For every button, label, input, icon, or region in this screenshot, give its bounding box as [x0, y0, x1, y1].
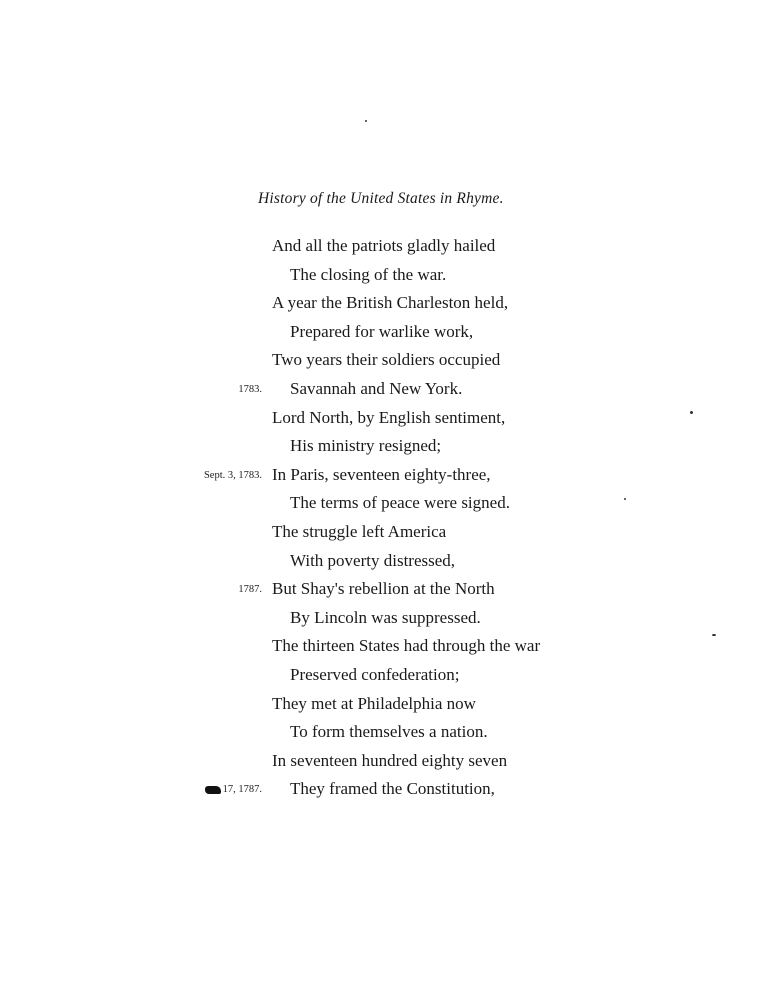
- ink-blot-icon: [205, 786, 221, 794]
- verse-line: [0, 232, 760, 261]
- verse-line: [0, 547, 760, 576]
- verse-line-text: The struggle left America: [272, 521, 447, 541]
- verse-line-text: Lord North, by English sentiment,: [272, 407, 506, 427]
- verse-line-text: In seventeen hundred eighty seven: [272, 750, 508, 770]
- verse-line-text: Savannah and New York.: [290, 378, 463, 398]
- verse-line-text: A year the British Charleston held,: [272, 293, 509, 313]
- verse-line: [0, 604, 760, 633]
- paper-speck: [712, 634, 716, 636]
- verse-line: [0, 289, 760, 318]
- verse-line: [0, 661, 760, 690]
- margin-date-note: 1783.: [238, 383, 262, 395]
- verse-line: [0, 346, 760, 375]
- verse-line: [0, 690, 760, 719]
- verse-line: [0, 261, 760, 290]
- verse-line-text: Two years their soldiers occupied: [272, 350, 501, 370]
- verse-line: [0, 575, 760, 604]
- verse-line: [0, 518, 760, 547]
- verse-line-text: But Shay's rebellion at the North: [272, 579, 495, 599]
- verse-line: [0, 318, 760, 347]
- verse-line-text: They framed the Constitution,: [290, 779, 495, 799]
- margin-date-note: Sept. 3, 1783.: [203, 469, 262, 481]
- paper-speck: [624, 498, 626, 500]
- verse-line: [0, 432, 760, 461]
- verse-line: [0, 775, 760, 804]
- verse-line-text: Prepared for warlike work,: [290, 321, 474, 341]
- verse-line-text: They met at Philadelphia now: [272, 693, 476, 713]
- verse-line-text: In Paris, seventeen eighty-three,: [272, 464, 491, 484]
- verse-line-text: By Lincoln was suppressed.: [290, 607, 481, 627]
- verse-line: [0, 747, 760, 776]
- poem-verse: [0, 232, 760, 804]
- verse-line-text: The thirteen States had through the war: [272, 636, 541, 656]
- margin-date-text: 17, 1787.: [222, 784, 262, 796]
- verse-line: [0, 632, 760, 661]
- verse-line-text: And all the patriots gladly hailed: [272, 236, 496, 255]
- verse-line-text: With poverty distressed,: [290, 550, 456, 570]
- verse-line-text: His ministry resigned;: [290, 436, 442, 456]
- verse-line-text: The closing of the war.: [290, 264, 447, 284]
- verse-line-text: The terms of peace were signed.: [290, 493, 510, 513]
- verse-line-text: Preserved confederation;: [290, 664, 460, 684]
- verse-line-text: To form themselves a nation.: [290, 722, 488, 742]
- margin-date-note: [205, 776, 262, 805]
- margin-date-note: 1787.: [238, 584, 262, 596]
- paper-speck: [365, 120, 367, 122]
- paper-speck: [690, 411, 693, 414]
- running-head: History of the United States in Rhyme.: [258, 190, 504, 207]
- verse-line: [0, 404, 760, 433]
- verse-line: [0, 489, 760, 518]
- verse-line: [0, 461, 760, 490]
- verse-line: [0, 718, 760, 747]
- verse-line: [0, 375, 760, 404]
